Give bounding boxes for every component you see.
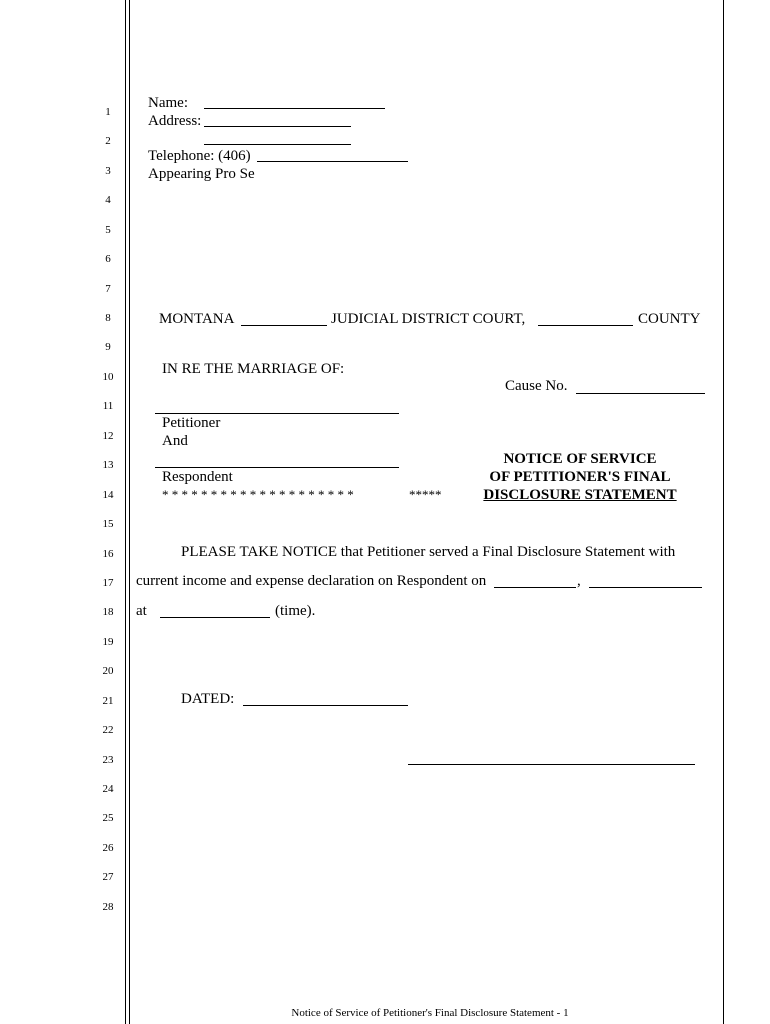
line-number: 22 [102,724,114,736]
address-label: Address: [148,113,202,129]
service-year-blank[interactable] [589,587,702,588]
line-number: 17 [102,577,114,589]
line-number: 7 [105,283,111,295]
line-number: 27 [102,871,114,883]
line-number: 14 [102,489,114,501]
line-number: 1 [105,106,111,118]
left-margin-rule-outer [125,0,126,1024]
line-number: 16 [102,548,114,560]
petitioner-label: Petitioner [162,415,221,431]
document-title-line-1: NOTICE OF SERVICE [503,451,657,467]
cause-no-label: Cause No. [505,378,568,394]
county-label: COUNTY [638,311,701,327]
asterisks-left: * * * * * * * * * * * * * * * * * * * * [162,487,354,502]
line-number: 19 [102,636,114,648]
line-number: 13 [102,459,114,471]
line-number: 3 [105,165,111,177]
name-blank[interactable] [204,108,385,109]
line-number: 2 [105,135,111,147]
line-number: 18 [102,606,114,618]
line-number: 21 [102,695,114,707]
and-label: And [162,433,188,449]
right-margin-rule [723,0,724,1024]
telephone-label: Telephone: (406) [148,148,251,164]
county-blank[interactable] [538,325,633,326]
address-blank-2[interactable] [204,144,351,145]
at-label: at [136,603,147,619]
line-number: 26 [102,842,114,854]
appearing-pro-se: Appearing Pro Se [148,166,255,182]
in-re-marriage: IN RE THE MARRIAGE OF: [162,361,345,377]
document-title-line-2: OF PETITIONER'S FINAL [489,469,671,485]
line-number: 12 [102,430,114,442]
notice-paragraph-line-2: current income and expense declaration on Respondent on [136,573,487,589]
line-number: 5 [105,224,111,236]
service-date-blank[interactable] [494,587,576,588]
page-footer: Notice of Service of Petitioner's Final Disclosure Statement - 1 [291,1007,569,1019]
line-number: 24 [102,783,114,795]
asterisks-right: ***** [409,487,442,502]
court-name: JUDICIAL DISTRICT COURT, [331,311,526,327]
address-blank-1[interactable] [204,126,351,127]
notice-paragraph-line-1: PLEASE TAKE NOTICE that Petitioner served a Final Disclosure Statement with [181,544,676,560]
line-number: 8 [105,312,111,324]
district-blank[interactable] [241,325,327,326]
respondent-label: Respondent [162,469,233,485]
line-number: 9 [105,341,111,353]
left-margin-rule-inner [129,0,130,1024]
line-number: 28 [102,901,114,913]
line-number: 25 [102,812,114,824]
dated-blank[interactable] [243,705,408,706]
comma: , [577,573,581,589]
line-number: 11 [102,400,114,412]
telephone-blank[interactable] [257,161,408,162]
time-label: (time). [275,603,316,619]
line-number: 6 [105,253,111,265]
service-time-blank[interactable] [160,617,270,618]
document-title-line-3: DISCLOSURE STATEMENT [483,487,677,503]
court-state: MONTANA [159,311,235,327]
line-number: 20 [102,665,114,677]
cause-no-blank[interactable] [576,393,705,394]
line-number: 15 [102,518,114,530]
line-number: 4 [105,194,111,206]
line-number: 10 [102,371,114,383]
signature-line[interactable] [408,764,695,765]
line-number: 23 [102,754,114,766]
dated-label: DATED: [181,691,235,707]
name-label: Name: [148,95,188,111]
